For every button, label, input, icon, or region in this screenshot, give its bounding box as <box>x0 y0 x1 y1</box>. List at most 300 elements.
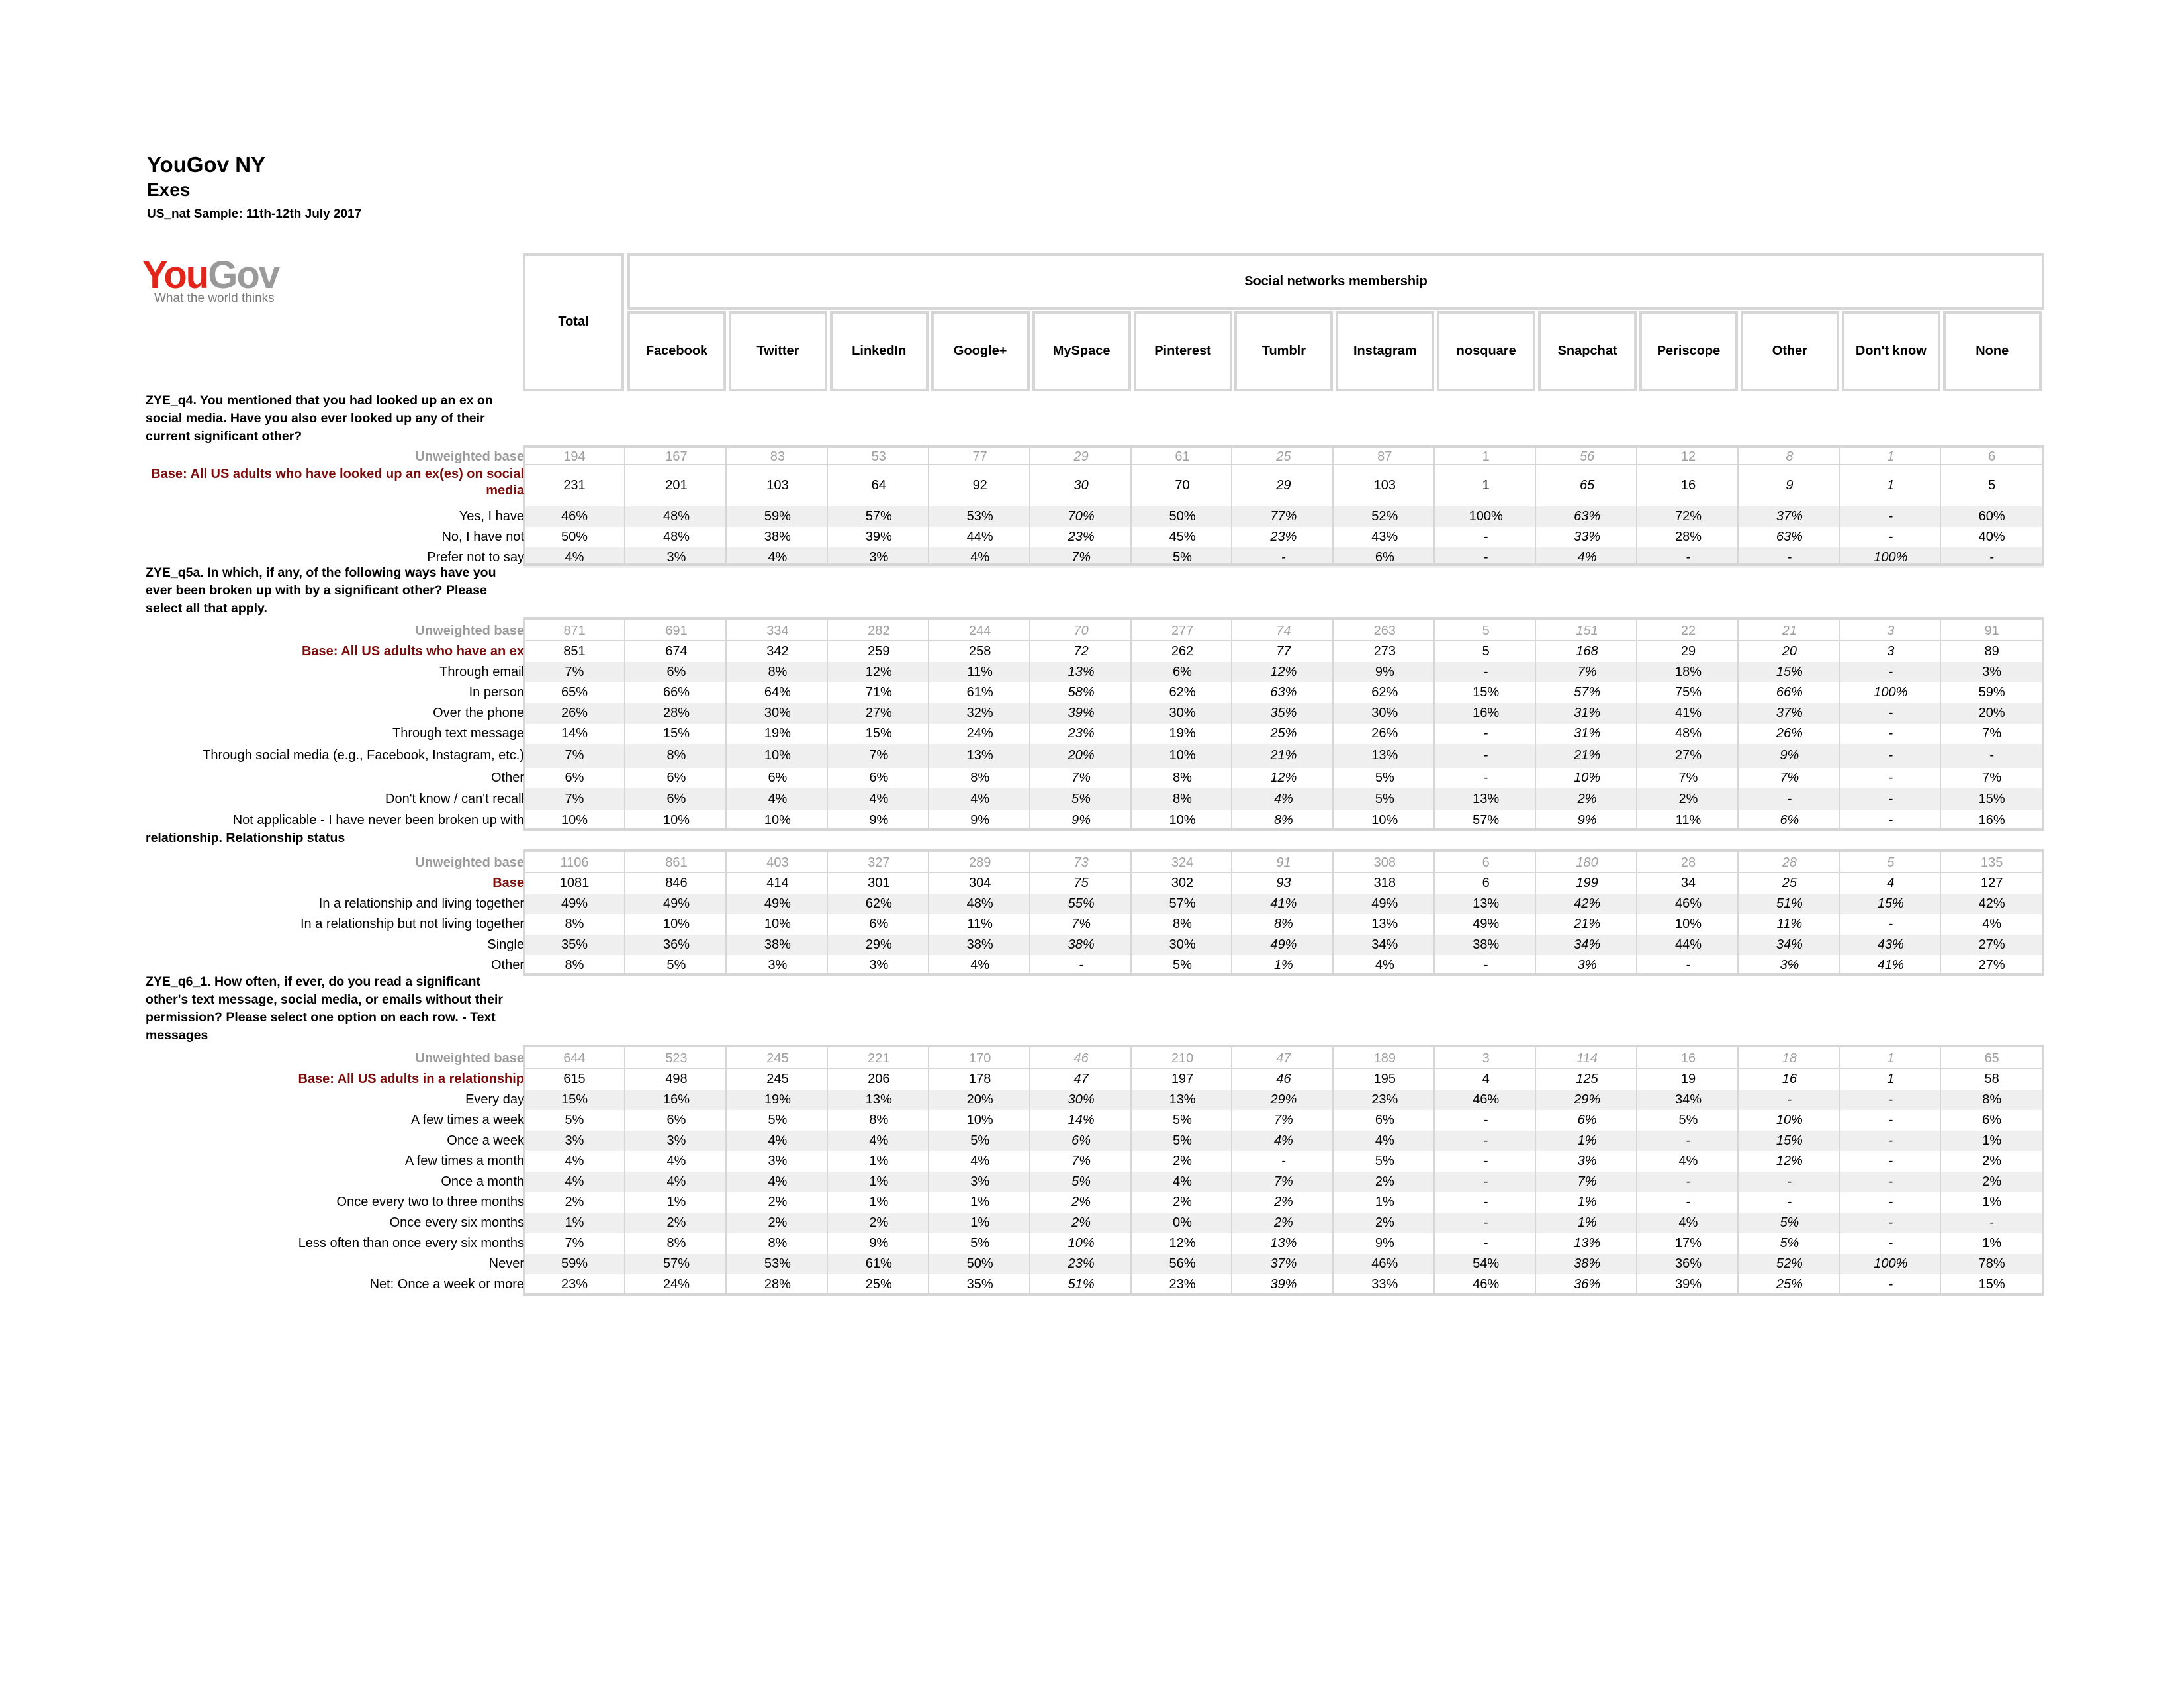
table-cell: 6% <box>1780 812 1799 827</box>
table-cell: 44% <box>966 529 993 544</box>
row-label: Don't know / can't recall <box>385 791 524 806</box>
row-label: Not applicable - I have never been broken up with <box>232 812 524 827</box>
column-header: Tumblr <box>1234 311 1333 391</box>
table-cell: 324 <box>1171 855 1194 870</box>
table-cell: 49% <box>662 896 690 911</box>
table-cell: 4% <box>666 1174 686 1189</box>
table-cell: 9% <box>1071 812 1091 827</box>
table-cell: 5% <box>666 957 686 972</box>
table-cell: 13% <box>865 1092 892 1107</box>
table-cell: 327 <box>868 855 890 870</box>
table-cell: 10% <box>662 916 690 931</box>
table-cell: 57% <box>1473 812 1500 827</box>
table-cell: 26% <box>561 705 588 720</box>
table-cell: 29 <box>1680 643 1696 659</box>
table-cell: 10% <box>1169 812 1196 827</box>
table-cell: 644 <box>563 1051 586 1066</box>
table-cell: 1% <box>1577 1133 1597 1148</box>
table-cell: 5% <box>1071 1174 1091 1189</box>
table-cell: 63% <box>1270 684 1297 700</box>
table-cell: 6 <box>1482 855 1490 870</box>
report-subtitle: Exes <box>147 179 191 200</box>
table-cell: 53 <box>871 449 886 464</box>
table-cell: 38% <box>764 937 791 952</box>
table-cell: 29% <box>1574 1092 1601 1107</box>
table-cell: 7% <box>565 1235 584 1250</box>
table-cell: 4% <box>869 1133 889 1148</box>
table-cell: 64% <box>764 684 791 700</box>
table-cell: 46% <box>1371 1256 1398 1271</box>
table-cell: 28 <box>1680 855 1696 870</box>
table-cell: 7% <box>1982 770 2002 785</box>
table-cell: 48% <box>662 529 690 544</box>
table-cell: 29% <box>1270 1092 1297 1107</box>
table-cell: 8% <box>869 1112 889 1127</box>
table-cell: 20% <box>966 1092 993 1107</box>
row-label: Other <box>490 770 524 785</box>
column-header: Twitter <box>729 311 827 391</box>
table-cell: 23% <box>1169 1276 1196 1291</box>
table-cell: 16% <box>662 1092 690 1107</box>
row-label: Through email <box>439 664 524 679</box>
table-cell: 75 <box>1073 875 1089 890</box>
table-cell: - <box>1888 1112 1893 1127</box>
column-header: LinkedIn <box>830 311 929 391</box>
table-cell: 3% <box>1780 957 1799 972</box>
table-cell: 15% <box>1776 664 1803 679</box>
table-cell: 2% <box>1982 1174 2002 1189</box>
table-cell: 846 <box>665 875 688 890</box>
table-cell: 4% <box>666 1153 686 1168</box>
table-cell: 2% <box>869 1215 889 1230</box>
table-cell: 89 <box>1984 643 1999 659</box>
table-cell: 7% <box>565 664 584 679</box>
row-label: Once every six months <box>389 1215 524 1230</box>
table-cell: 6% <box>1577 1112 1597 1127</box>
table-cell: 16 <box>1782 1071 1797 1086</box>
table-cell: 10% <box>1574 770 1601 785</box>
table-cell: 6% <box>869 770 889 785</box>
table-cell: 13% <box>1574 1235 1601 1250</box>
table-cell: 44% <box>1674 937 1702 952</box>
table-cell: 35% <box>561 937 588 952</box>
table-cell: 2% <box>1071 1194 1091 1209</box>
table-cell: 49% <box>1473 916 1500 931</box>
table-cell: 28% <box>662 705 690 720</box>
table-cell: 23% <box>561 1276 588 1291</box>
table-cell: 259 <box>868 643 890 659</box>
table-cell: 6% <box>869 916 889 931</box>
table-cell: - <box>1686 957 1691 972</box>
column-header: Facebook <box>627 311 726 391</box>
table-cell: 4% <box>1273 791 1293 806</box>
table-cell: 87 <box>1377 449 1392 464</box>
table-cell: - <box>1483 1112 1488 1127</box>
table-cell: 59% <box>561 1256 588 1271</box>
table-cell: 342 <box>766 643 789 659</box>
table-cell: 10% <box>1674 916 1702 931</box>
table-cell: 15% <box>662 726 690 741</box>
table-cell: 5% <box>565 1112 584 1127</box>
table-cell: 167 <box>665 449 688 464</box>
table-cell: 77 <box>972 449 987 464</box>
table-cell: 523 <box>665 1051 688 1066</box>
table-cell: 73 <box>1073 855 1089 870</box>
table-cell: 91 <box>1984 623 1999 638</box>
table-cell: 3% <box>1577 957 1597 972</box>
table-cell: 11% <box>967 916 993 931</box>
table-cell: 189 <box>1373 1051 1396 1066</box>
table-cell: 7% <box>1071 1153 1091 1168</box>
table-cell: 12% <box>1169 1235 1196 1250</box>
table-cell: 3 <box>1887 623 1895 638</box>
table-cell: 103 <box>766 478 789 492</box>
table-cell: 1% <box>1577 1194 1597 1209</box>
table-cell: 53% <box>966 508 993 524</box>
table-cell: 4% <box>1273 1133 1293 1148</box>
table-cell: 6% <box>666 791 686 806</box>
table-cell: 9% <box>1375 1235 1394 1250</box>
table-cell: 2% <box>1375 1215 1394 1230</box>
table-cell: 62% <box>1371 684 1398 700</box>
table-cell: 29% <box>865 937 892 952</box>
table-cell: 16% <box>1978 812 2005 827</box>
table-cell: 10% <box>1371 812 1398 827</box>
table-cell: 49% <box>1270 937 1297 952</box>
table-cell: 25 <box>1782 875 1797 890</box>
table-cell: 2% <box>1982 1153 2002 1168</box>
table-cell: 16 <box>1680 478 1696 492</box>
table-cell: - <box>1787 1092 1792 1107</box>
table-cell: 93 <box>1276 875 1291 890</box>
table-cell: 49% <box>561 896 588 911</box>
table-cell: 334 <box>766 623 789 638</box>
table-cell: - <box>1888 726 1893 741</box>
table-cell: 30% <box>1169 705 1196 720</box>
table-cell: 32% <box>966 705 993 720</box>
table-cell: 66% <box>1776 684 1803 700</box>
table-cell: 6 <box>1482 875 1490 890</box>
table-cell: 34% <box>1574 937 1601 952</box>
table-cell: 3% <box>869 549 889 565</box>
table-cell: 74 <box>1276 623 1291 638</box>
table-cell: 199 <box>1576 875 1598 890</box>
table-cell: 4% <box>565 549 584 565</box>
table-cell: 100% <box>1874 684 1908 700</box>
table-cell: 42% <box>1978 896 2005 911</box>
column-divider <box>624 849 625 976</box>
table-cell: 1% <box>1982 1235 2002 1250</box>
table-cell: 4% <box>1678 1215 1698 1230</box>
report-header <box>147 151 361 228</box>
table-cell: 12% <box>865 664 892 679</box>
table-cell: 33% <box>1574 529 1601 544</box>
row-label: Other <box>490 957 524 972</box>
table-cell: 4% <box>970 549 990 565</box>
table-cell: 10% <box>561 812 588 827</box>
table-cell: 4% <box>768 791 788 806</box>
table-cell: 2% <box>1071 1215 1091 1230</box>
table-cell: - <box>1989 748 1995 763</box>
table-cell: 39% <box>865 529 892 544</box>
table-cell: 10% <box>966 1112 993 1127</box>
table-cell: 1% <box>869 1153 889 1168</box>
table-cell: 50% <box>1169 508 1196 524</box>
table-cell: 5% <box>1173 1112 1192 1127</box>
table-cell: - <box>1888 1153 1893 1168</box>
table-cell: 262 <box>1171 643 1194 659</box>
table-cell: 13% <box>1473 791 1500 806</box>
table-cell: 170 <box>969 1051 991 1066</box>
table-cell: 18 <box>1782 1051 1797 1066</box>
row-label: Net: Once a week or more <box>369 1276 524 1291</box>
table-cell: 15% <box>1978 1276 2005 1291</box>
table-cell: - <box>1888 791 1893 806</box>
table-cell: 43% <box>1877 937 1904 952</box>
table-cell: 27% <box>1978 957 2005 972</box>
table-cell: 38% <box>764 529 791 544</box>
table-cell: 5% <box>1173 1133 1192 1148</box>
table-cell: 34% <box>1674 1092 1702 1107</box>
table-cell: 1% <box>1577 1215 1597 1230</box>
table-cell: 5 <box>1988 478 1996 492</box>
table-cell: 48% <box>966 896 993 911</box>
table-cell: 8 <box>1786 449 1794 464</box>
table-cell: 40% <box>1978 529 2005 544</box>
table-cell: 2% <box>768 1215 788 1230</box>
table-cell: 64 <box>871 478 886 492</box>
table-cell: 5% <box>1071 791 1091 806</box>
table-cell: 7% <box>565 748 584 763</box>
table-cell: 318 <box>1373 875 1396 890</box>
table-cell: - <box>1888 1174 1893 1189</box>
row-label: No, I have not <box>441 529 524 544</box>
table-cell: 10% <box>1169 748 1196 763</box>
table-cell: 10% <box>1068 1235 1095 1250</box>
table-cell: 30% <box>764 705 791 720</box>
table-cell: 1% <box>1982 1194 2002 1209</box>
table-cell: 28 <box>1782 855 1797 870</box>
table-cell: 38% <box>1473 937 1500 952</box>
table-cell: - <box>1483 549 1488 565</box>
table-cell: 47 <box>1276 1051 1291 1066</box>
table-cell: 62% <box>1169 684 1196 700</box>
table-cell: 498 <box>665 1071 688 1086</box>
table-cell: 36% <box>1674 1256 1702 1271</box>
table-cell: 39% <box>1270 1276 1297 1291</box>
column-header: nosquare <box>1437 311 1535 391</box>
table-cell: 7% <box>1577 1174 1597 1189</box>
table-cell: 127 <box>1981 875 2003 890</box>
table-cell: - <box>1888 705 1893 720</box>
table-cell: 4% <box>565 1153 584 1168</box>
table-cell: - <box>1483 957 1488 972</box>
table-cell: 38% <box>1574 1256 1601 1271</box>
row-divider <box>523 872 2044 873</box>
table-cell: 46% <box>1473 1092 1500 1107</box>
table-cell: 8% <box>1982 1092 2002 1107</box>
table-cell: 851 <box>563 643 586 659</box>
sample-info: US_nat Sample: 11th-12th July 2017 <box>147 207 362 221</box>
column-header: Google+ <box>931 311 1030 391</box>
table-cell: 6% <box>1375 1112 1394 1127</box>
table-cell: 70 <box>1175 478 1190 492</box>
table-cell: 52% <box>1371 508 1398 524</box>
table-cell: - <box>1483 1174 1488 1189</box>
table-cell: 50% <box>966 1256 993 1271</box>
table-cell: 197 <box>1171 1071 1194 1086</box>
table-cell: 26% <box>1776 726 1803 741</box>
table-cell: 13% <box>1371 916 1398 931</box>
table-cell: 92 <box>972 478 987 492</box>
table-cell: 4% <box>1173 1174 1192 1189</box>
row-divider <box>523 1068 2044 1069</box>
table-cell: 56 <box>1579 449 1595 464</box>
table-cell: 6% <box>1071 1133 1091 1148</box>
table-cell: 35% <box>966 1276 993 1291</box>
table-cell: 3% <box>768 1153 788 1168</box>
table-cell: 19% <box>764 1092 791 1107</box>
table-cell: 15% <box>1877 896 1904 911</box>
unweighted-base-label: Unweighted base <box>415 449 524 464</box>
row-label: Once a month <box>441 1174 524 1189</box>
row-label: Once a week <box>447 1133 524 1148</box>
table-cell: 1 <box>1887 449 1895 464</box>
table-cell: 301 <box>868 875 890 890</box>
logo-tagline: What the world thinks <box>154 291 275 305</box>
table-cell: 1 <box>1887 1051 1895 1066</box>
table-cell: 15% <box>1473 684 1500 700</box>
table-cell: 75% <box>1674 684 1702 700</box>
table-cell: 5% <box>1678 1112 1698 1127</box>
table-cell: 4 <box>1482 1071 1490 1086</box>
table-cell: 78% <box>1978 1256 2005 1271</box>
table-cell: 3 <box>1482 1051 1490 1066</box>
table-cell: 100% <box>1874 1256 1908 1271</box>
table-cell: - <box>1888 1092 1893 1107</box>
table-cell: 114 <box>1576 1051 1598 1066</box>
table-cell: 16 <box>1680 1051 1696 1066</box>
table-cell: 46 <box>1276 1071 1291 1086</box>
table-cell: 7% <box>869 748 889 763</box>
table-cell: 3% <box>666 549 686 565</box>
table-cell: 48% <box>1674 726 1702 741</box>
table-cell: 308 <box>1373 855 1396 870</box>
table-cell: 4% <box>1982 916 2002 931</box>
table-cell: 31% <box>1574 726 1601 741</box>
table-cell: 1081 <box>559 875 590 890</box>
table-cell: 49% <box>1371 896 1398 911</box>
table-cell: 15% <box>1978 791 2005 806</box>
table-cell: 57% <box>1574 684 1601 700</box>
row-label: Through social media (e.g., Facebook, Instagram, etc.) <box>203 748 524 763</box>
row-label: Less often than once every six months <box>298 1235 524 1250</box>
table-cell: 8% <box>970 770 990 785</box>
table-cell: 59% <box>764 508 791 524</box>
table-cell: - <box>1483 770 1488 785</box>
table-cell: 100% <box>1469 508 1503 524</box>
table-cell: 2% <box>1577 791 1597 806</box>
table-cell: 23% <box>1068 1256 1095 1271</box>
table-cell: 7% <box>1273 1112 1293 1127</box>
table-cell: 24% <box>966 726 993 741</box>
table-cell: 12% <box>1270 664 1297 679</box>
table-cell: 4% <box>970 791 990 806</box>
table-cell: 1 <box>1482 478 1490 492</box>
table-cell: 8% <box>1173 770 1192 785</box>
column-header: None <box>1943 311 2042 391</box>
table-cell: 3% <box>970 1174 990 1189</box>
table-cell: 12% <box>1776 1153 1803 1168</box>
table-cell: - <box>1888 1194 1893 1209</box>
table-cell: 201 <box>665 478 688 492</box>
column-header: MySpace <box>1032 311 1131 391</box>
table-cell: 1% <box>970 1194 990 1209</box>
table-cell: 1% <box>869 1174 889 1189</box>
table-cell: 55% <box>1068 896 1095 911</box>
table-cell: 8% <box>1173 916 1192 931</box>
table-cell: 20% <box>1068 748 1095 763</box>
base-label: Base: All US adults who have looked up an ex(es) on social media <box>151 467 524 498</box>
table-cell: 6% <box>565 770 584 785</box>
table-cell: 60% <box>1978 508 2005 524</box>
table-cell: 178 <box>969 1071 991 1086</box>
table-cell: 83 <box>770 449 786 464</box>
table-cell: 27% <box>865 705 892 720</box>
table-cell: 57% <box>865 508 892 524</box>
table-cell: 15% <box>865 726 892 741</box>
question-text: relationship. Relationship status <box>146 831 345 845</box>
table-cell: 7% <box>1982 726 2002 741</box>
table-cell: 11% <box>1675 812 1702 827</box>
table-cell: 30% <box>1371 705 1398 720</box>
column-header: Other <box>1741 311 1839 391</box>
table-cell: - <box>1686 1133 1691 1148</box>
table-cell: - <box>1989 1215 1995 1230</box>
table-cell: 263 <box>1373 623 1396 638</box>
total-header-label: Total <box>558 314 589 329</box>
table-cell: 28% <box>764 1276 791 1291</box>
table-cell: 273 <box>1373 643 1396 659</box>
table-cell: 8% <box>666 1235 686 1250</box>
logo-word-gov: Gov <box>208 254 279 297</box>
table-cell: - <box>1686 1194 1691 1209</box>
table-cell: 57% <box>1169 896 1196 911</box>
table-cell: 30% <box>1169 937 1196 952</box>
table-cell: - <box>1483 1153 1488 1168</box>
table-cell: 7% <box>565 791 584 806</box>
table-cell: 58% <box>1068 684 1095 700</box>
table-cell: 47 <box>1073 1071 1089 1086</box>
table-cell: - <box>1483 664 1488 679</box>
table-cell: 168 <box>1576 643 1598 659</box>
table-cell: 57% <box>662 1256 690 1271</box>
table-cell: 2% <box>1173 1194 1192 1209</box>
table-cell: - <box>1281 549 1286 565</box>
table-cell: 23% <box>1068 529 1095 544</box>
table-cell: 1% <box>970 1215 990 1230</box>
table-cell: 20 <box>1782 643 1797 659</box>
table-cell: 31% <box>1574 705 1601 720</box>
column-header: Instagram <box>1336 311 1434 391</box>
table-cell: 258 <box>969 643 991 659</box>
table-cell: 871 <box>563 623 586 638</box>
table-cell: 1% <box>1982 1133 2002 1148</box>
column-divider <box>624 445 625 566</box>
table-cell: - <box>1888 664 1893 679</box>
table-cell: 4% <box>1577 549 1597 565</box>
table-cell: 13% <box>1169 1092 1196 1107</box>
